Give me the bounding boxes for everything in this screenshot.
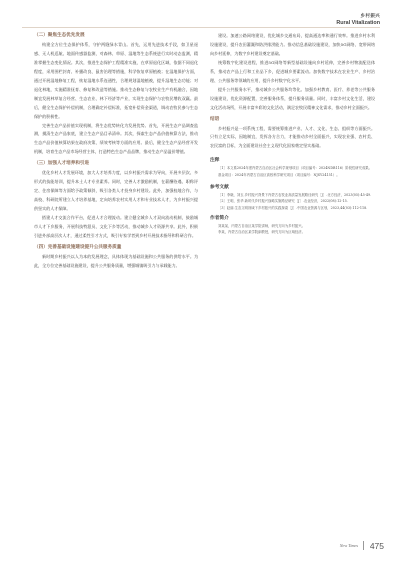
section-heading: （三）加强人才培养和引进: [34, 161, 90, 167]
reference-item: ［3］赵丽.生态文明视域下乡村振兴的实践探索［J］.中国农业资源与区划，2023,44(03):112-118.: [218, 205, 368, 210]
paragraph: 提升公共服务水平，推动城乡公共服务均等化。加强乡村教育、医疗、养老等公共服务设施建设，优化资源配置，完善服务体系，提升服务质量。同时，丰富乡村文化生活，建设文化活动场所，开展丰富多彩的文化活动，满足农牧民精神文化需求，推动乡村全面振兴。: [210, 86, 375, 110]
footer-separator: [363, 541, 364, 550]
paragraph: 统筹数字化建设进程，推进5G网络等新型基础设施向乡村延伸，完善乡村物流配送体系，推动农产品上行和工业品下乡，促进城乡要素流动。加快数字技术在农业生产、乡村治理、公共服务等领域的应用，提升乡村数字化水平。: [210, 59, 375, 83]
author-item: 李某，内蒙古自治区某学院副教授，研究方向为区域经济。: [218, 230, 305, 235]
note-item: 基金项目：2024年内蒙古自治区高校科学研究项目（项目编号：NJSY24151）。: [218, 172, 340, 177]
note-item: ［1］本文系2024年度内蒙古自治区社会科学规划项目（项目编号：2024NDB116）阶段性研究成果。: [218, 166, 372, 171]
paragraph: 优化乡村人才发展环境，加大人才培养力度，以乡村振兴需求为导向，开展多层次、多形式的技能培训，提升本土人才专业素养。同时，完善人才激励机制，在薪酬待遇、职称评定、住房保障等方面给予政策倾斜，吸引各类人才投身乡村建设。此外，加强校地合作，与高校、科研院所建立人才培养基地，定向培养农村实用人才和专业技术人才，为乡村振兴提供坚实的人才保障。: [34, 170, 198, 212]
right-column: [210, 32, 375, 534]
notes-heading: 注释: [210, 158, 220, 164]
authors-list: [210, 223, 375, 236]
references-list: [210, 192, 375, 211]
header-rule: [22, 27, 380, 28]
paragraph: 构建全方位生态保护体系，守护两缝绿水青山。首先，运用先进技术手段，如卫星遥感、无人机巡航、地面传感器监测，对森林、草原、湿地等生态系统进行实时动态监测，精准掌握生态变化情况。其次，推进生态保护工程精准实施，在草原退化区域，依据不同退化程度，采用围栏封育、补播改良、鼠害治理等措施，科学恢复草原植被；在湿地保护方面，通过开展湿地修复工程，恢复湿地水系连通性，合理规划湿地植被，提升湿地生态功能；对退化林地，实施精准抚育、修复和改造等措施。推动生态修复与农牧业生产有机融合，因地制宜发展林草复合经营、生态农业、林下经济等产业，实现生态保护与农牧民增收双赢。最后，健全生态保护补偿机制，合理确定补偿标准，拓宽补偿资金渠道，调动农牧民参与生态保护的积极性。: [34, 41, 198, 119]
header-section-cn: 乡村振兴: [360, 14, 380, 19]
paragraph: 搭建人才交流合作平台，促进人才合理流动。建立健全城乡人才双向流动机制，鼓励城市人才下乡服务，开展科技特派员、文化下乡等活动，推动城乡人才资源共享。此外，积极引进外部高层次人才，通过柔性引才方式，吸引专家学者到乡村开展技术指导和科研合作。: [34, 215, 198, 238]
notes-list: [210, 165, 375, 178]
reference-item: ［1］李晓，刘玉.乡村振兴背景下内蒙古农牧业高质量发展路径研究［J］.北方经济，2023(05):45-49.: [218, 192, 372, 197]
author-heading: 作者简介: [210, 215, 229, 221]
section-heading: 结语: [210, 116, 220, 122]
header-section-en: Rural Vitalization: [336, 20, 380, 26]
references-heading: 参考文献: [210, 184, 229, 190]
paragraph: 乡村振兴是一项系统工程，需要统筹推进产业、人才、文化、生态、组织等方面振兴。只有立足实际，因地制宜，发挥各方合力，才能推动乡村全面振兴，实现农业强、农村美、农民富的目标，为全面建设社会主义现代化国家奠定坚实基础。: [210, 125, 375, 149]
section-heading: （四）完善基础设施建设提升公共服务质量: [34, 244, 122, 250]
page-number: 475: [369, 541, 384, 551]
paragraph: 新时期乡村振兴以人为本的发展理念，具体体现为基础设施和公共服务的供给水平。为此，全方位完善基础设施建设，提升公共服务质量，增强城镇吸引力与承载能力。: [34, 253, 198, 268]
section-heading: （二）聚焦生态优先发展: [34, 33, 85, 38]
reference-item: ［2］王明，张华.新时代乡村振兴战略实施路径研究［J］.农业经济，2022(08):12-15.: [218, 199, 348, 204]
left-column: [34, 32, 198, 534]
right-body: [210, 32, 375, 151]
author-item: 刘某某，内蒙古自治区某学院讲师，研究方向为乡村振兴。: [218, 223, 305, 228]
paragraph: 建设。加速公路网络建设，优化城乡交通布局，提高通达率和通行效率。推进乡村水利设施建设，提升农田灌溉和防洪排涝能力。推动信息基础设施建设，加快5G网络、宽带网络向乡村延伸，为数字乡村建设奠定基础。: [210, 33, 375, 56]
running-header: [336, 14, 380, 26]
paragraph: 完善生态产品价值实现机制，将生态优势转化为发展优势。首先，开展生态产品调查监测，摸清生态产品家底，建立生态产品目录清单。其次，探索生态产品价值核算方法，推动生态产品价值核算结果在政府决策、绩效考核等方面的应用。最后，健全生态产品经营开发机制，培育生态产品市场经营主体，打造特色生态产品品牌，推动生态产品溢价增值。: [34, 122, 198, 155]
footer-journal: New Times: [339, 543, 358, 548]
